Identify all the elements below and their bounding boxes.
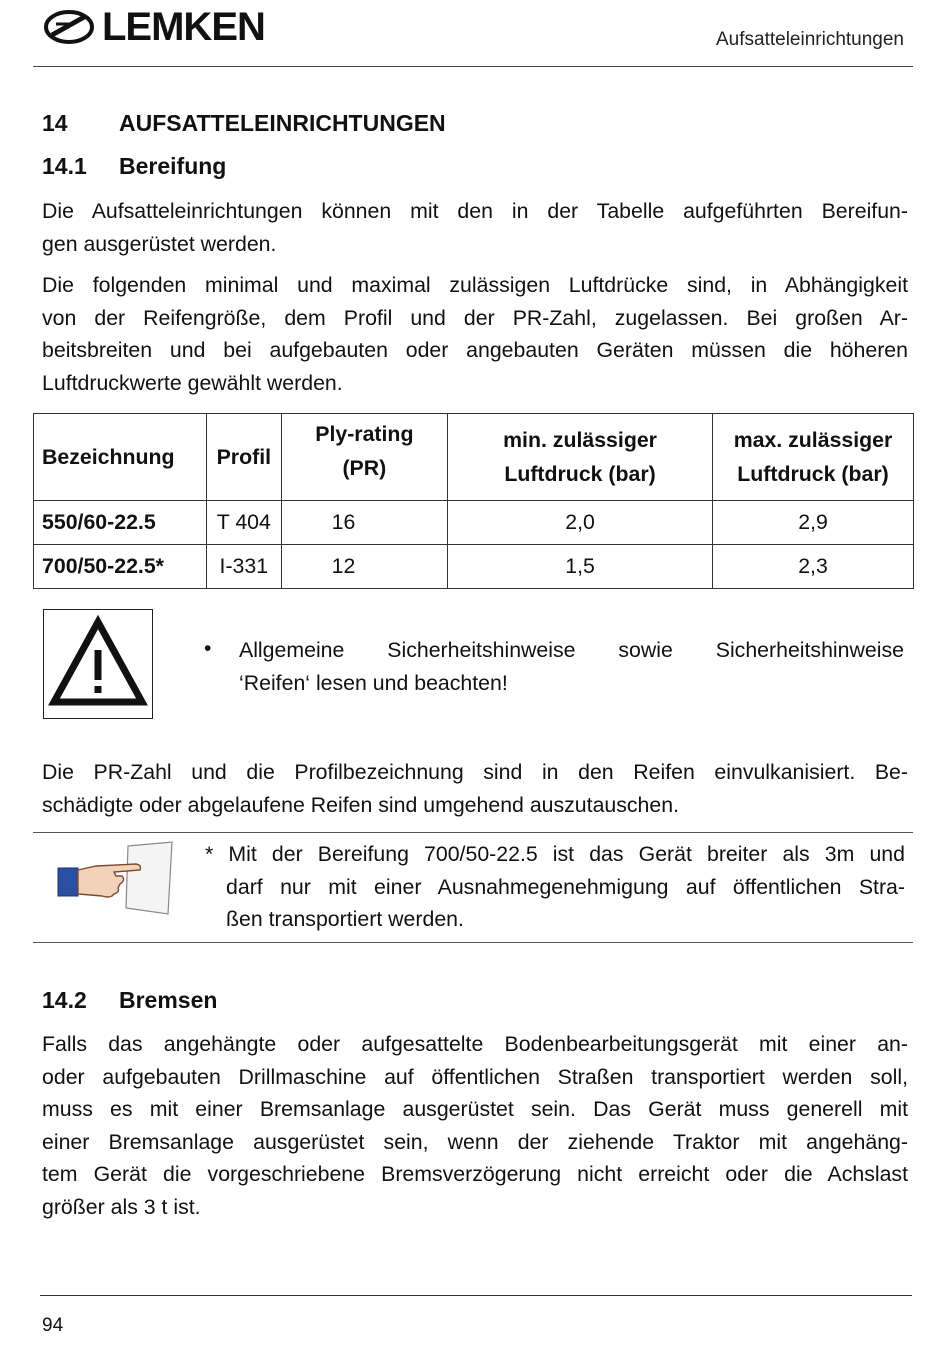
table-row (34, 501, 914, 545)
chapter-number: 14 (42, 110, 68, 136)
hint-line: darf nur mit einer Ausnahmegenehmigung auf öffentlichen Stra- (226, 874, 905, 899)
table-header-row (34, 414, 914, 501)
brakes-line: tem Gerät die vorgeschriebene Bremsverzögerung nicht erreicht oder die Achslast (42, 1162, 908, 1186)
intro-paragraph (42, 195, 908, 260)
brakes-line: oder aufgebauten Drillmaschine auf öffentlichen Straßen transportiert werden soll, (42, 1064, 908, 1089)
warning-line-1 (239, 634, 904, 667)
cell-max: 2,9 (713, 501, 914, 545)
hint-top-rule (33, 832, 913, 833)
hint-line: * Mit der Bereifung 700/50-22.5 ist das Gerät breiter als 3m und (205, 842, 905, 866)
pressure-line: Luftdruckwerte gewählt werden. (42, 370, 343, 395)
hint-text (205, 838, 905, 936)
hint-line: ßen transportiert werden. (226, 907, 464, 931)
cell-min: 1,5 (448, 545, 713, 589)
warning-word: Sicherheitshinweise (715, 638, 904, 662)
page-number: 94 (42, 1315, 64, 1336)
cell-profil: I-331 (207, 545, 282, 589)
cell-max: 2,3 (713, 545, 914, 589)
max-header-line1: max. zulässiger (733, 428, 893, 452)
hint-icon (56, 840, 176, 920)
intro-line: gen ausgerüstet werden. (42, 231, 277, 256)
warning-triangle-icon (44, 610, 152, 718)
warning-word: Sicherheitshinweise (387, 638, 576, 662)
section-number-14-2: 14.2 (42, 987, 87, 1013)
pressure-line: beitsbreiten und bei aufgebauten oder angebauten Geräten müssen die höheren (42, 338, 908, 362)
brakes-paragraph (42, 1028, 908, 1223)
pressure-line: Die folgenden minimal und maximal zulässigen Luftdrücke sind, in Abhängigkeit (42, 273, 908, 297)
cell-ply: 16 (281, 501, 447, 545)
brand-name: LEMKEN (102, 5, 265, 49)
hint-bottom-rule (33, 942, 913, 943)
col-header-max-pressure (713, 414, 914, 501)
warning-word: sowie (618, 638, 673, 662)
pressure-paragraph (42, 269, 908, 399)
ply-header-line1: Ply-rating (315, 422, 414, 446)
cell-ply: 12 (281, 545, 447, 589)
section-number-14-1: 14.1 (42, 153, 87, 179)
cell-min: 2,0 (448, 501, 713, 545)
brakes-line: größer als 3 t ist. (42, 1194, 201, 1219)
chapter-title: AUFSATTELEINRICHTUNGEN (119, 110, 446, 136)
brakes-line: muss es mit einer Bremsanlage ausgerüstet sein. Das Gerät muss generell mit (42, 1097, 908, 1121)
brakes-line: Falls das angehängte oder aufgesattelte Bodenbearbeitungsgerät mit einer an- (42, 1032, 908, 1056)
col-header-ply-rating (281, 414, 447, 501)
section-title-bremsen: Bremsen (119, 987, 218, 1013)
section-title-bereifung: Bereifung (119, 153, 227, 179)
warning-line-2: ‘Reifen‘ lesen und beachten! (239, 671, 508, 695)
brand-logo (42, 2, 307, 52)
min-header-line1: min. zulässiger (503, 428, 657, 452)
warning-bullet: • (204, 637, 212, 660)
cell-bezeichnung: 550/60-22.5 (34, 501, 207, 545)
min-header-line2: Luftdruck (bar) (504, 462, 656, 486)
table-row (34, 545, 914, 589)
pr-note-line: Die PR-Zahl und die Profilbezeichnung sind in den Reifen einvulkanisiert. Be- (42, 760, 908, 784)
intro-line: Die Aufsatteleinrichtungen können mit den in der Tabelle aufgeführten Bereifun- (42, 199, 908, 223)
col-header-min-pressure (448, 414, 713, 501)
lemken-emblem-icon (42, 2, 102, 52)
header-divider (33, 66, 913, 67)
pointing-hand-icon (56, 840, 176, 920)
warning-icon-box (43, 609, 153, 719)
cell-bezeichnung: 700/50-22.5* (34, 545, 207, 589)
warning-word: Allgemeine (239, 638, 345, 662)
footer-rule (40, 1295, 912, 1296)
col-header-profil: Profil (207, 414, 282, 501)
header-section-title: Aufsatteleinrichtungen (715, 29, 904, 50)
pr-note-line: schädigte oder abgelaufene Reifen sind umgehend auszutauschen. (42, 792, 680, 817)
tire-pressure-table (33, 413, 914, 589)
ply-header-line2: (PR) (342, 456, 387, 480)
cell-profil: T 404 (207, 501, 282, 545)
pressure-line: von der Reifengröße, dem Profil und der PR-Zahl, zugelassen. Bei großen Ar- (42, 305, 908, 330)
pr-note-paragraph (42, 756, 908, 821)
warning-text (239, 634, 904, 700)
max-header-line2: Luftdruck (bar) (737, 462, 889, 486)
brakes-line: einer Bremsanlage ausgerüstet sein, wenn der ziehende Traktor mit angehäng- (42, 1129, 908, 1154)
col-header-bezeichnung: Bezeichnung (34, 414, 207, 501)
